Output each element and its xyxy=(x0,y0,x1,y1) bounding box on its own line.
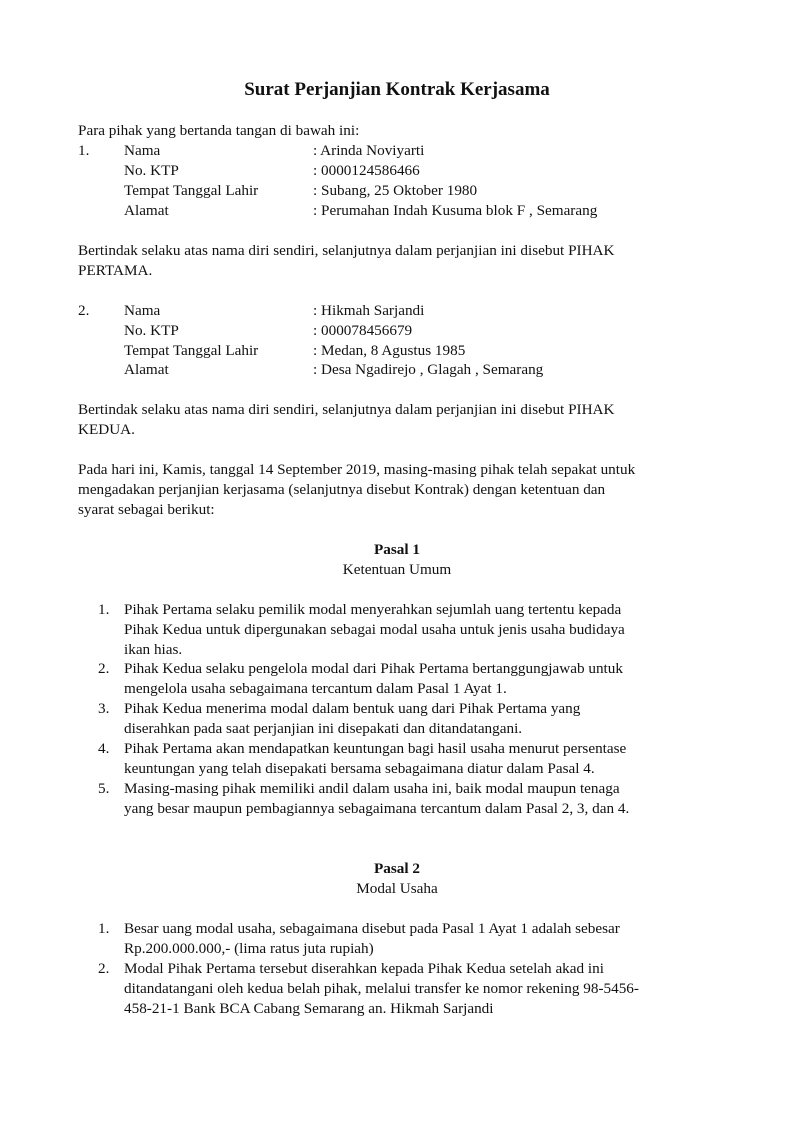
pasal-1-item-2-line2: mengelola usaha sebagaimana tercantum dalam Pasal 1 Ayat 1. xyxy=(124,680,507,697)
pasal-1-item-1-line3: ikan hias. xyxy=(124,641,183,658)
agreement-line3: syarat sebagai berikut: xyxy=(78,501,215,518)
party-1-number: 1. xyxy=(78,142,90,159)
agreement-line1: Pada hari ini, Kamis, tanggal 14 September 2019, masing-masing pihak telah sepakat untuk xyxy=(78,461,636,478)
party-2-value-ttl: : Medan, 8 Agustus 1985 xyxy=(313,342,466,359)
party-2-number: 2. xyxy=(78,302,90,319)
party-1-label-ttl: Tempat Tanggal Lahir xyxy=(124,182,259,199)
pasal-1-item-5-line2: yang besar maupun pembagiannya sebagaimana tercantum dalam Pasal 2, 3, dan 4. xyxy=(124,800,630,817)
pasal-1-item-3-line2: diserahkan pada saat perjanjian ini disepakati dan ditandatangani. xyxy=(124,720,523,737)
party-1-statement-line1: Bertindak selaku atas nama diri sendiri, selanjutnya dalam perjanjian ini disebut PIHAK xyxy=(78,242,615,259)
pasal-1-item-1-number: 1. xyxy=(98,601,110,618)
pasal-1-subheading: Ketentuan Umum xyxy=(342,561,452,578)
pasal-1-item-1-line2: Pihak Kedua untuk dipergunakan sebagai modal usaha untuk jenis usaha budidaya xyxy=(124,621,625,638)
party-1-value-nama: : Arinda Noviyarti xyxy=(313,142,425,159)
party-2-label-ttl: Tempat Tanggal Lahir xyxy=(124,342,259,359)
pasal-2-heading: Pasal 2 xyxy=(374,860,420,877)
party-1-label-alamat: Alamat xyxy=(124,202,169,219)
pasal-2-subheading: Modal Usaha xyxy=(356,880,438,897)
party-2-statement-line1: Bertindak selaku atas nama diri sendiri, selanjutnya dalam perjanjian ini disebut PIHAK xyxy=(78,401,615,418)
pasal-1-item-4-line2: keuntungan yang telah disepakati bersama sebagaimana diatur dalam Pasal 4. xyxy=(124,760,595,777)
party-2-label-ktp: No. KTP xyxy=(124,322,179,339)
party-2-label-nama: Nama xyxy=(124,302,161,319)
document-title: Surat Perjanjian Kontrak Kerjasama xyxy=(244,79,550,100)
agreement-line2: mengadakan perjanjian kerjasama (selanjutnya disebut Kontrak) dengan ketentuan dan xyxy=(78,481,606,498)
party-1-value-ktp: : 0000124586466 xyxy=(313,162,420,179)
pasal-1-item-5-line1: Masing-masing pihak memiliki andil dalam usaha ini, baik modal maupun tenaga xyxy=(124,780,620,797)
party-1-value-ttl: : Subang, 25 Oktober 1980 xyxy=(313,182,478,199)
party-1-statement-line2: PERTAMA. xyxy=(78,262,153,279)
pasal-1-item-4-line1: Pihak Pertama akan mendapatkan keuntungan bagi hasil usaha menurut persentase xyxy=(124,740,627,757)
party-2-value-nama: : Hikmah Sarjandi xyxy=(313,302,425,319)
party-2-statement-line2: KEDUA. xyxy=(78,421,135,438)
party-1-value-alamat: : Perumahan Indah Kusuma blok F , Semarang xyxy=(313,202,598,219)
pasal-1-item-1-line1: Pihak Pertama selaku pemilik modal menyerahkan sejumlah uang tertentu kepada xyxy=(124,601,622,618)
pasal-2-item-2-number: 2. xyxy=(98,960,110,977)
pasal-2-item-1-line2: Rp.200.000.000,- (lima ratus juta rupiah) xyxy=(124,940,374,957)
pasal-1-item-3-line1: Pihak Kedua menerima modal dalam bentuk uang dari Pihak Pertama yang xyxy=(124,700,581,717)
pasal-1-item-5-number: 5. xyxy=(98,780,110,797)
party-1-label-nama: Nama xyxy=(124,142,161,159)
party-2-value-alamat: : Desa Ngadirejo , Glagah , Semarang xyxy=(313,361,544,378)
party-2-value-ktp: : 000078456679 xyxy=(313,322,413,339)
pasal-2-item-2-line3: 458-21-1 Bank BCA Cabang Semarang an. Hikmah Sarjandi xyxy=(124,1000,494,1017)
intro-text: Para pihak yang bertanda tangan di bawah ini: xyxy=(78,122,360,139)
pasal-1-item-4-number: 4. xyxy=(98,740,110,757)
pasal-1-heading: Pasal 1 xyxy=(374,541,420,558)
pasal-2-item-2-line2: ditandatangani oleh kedua belah pihak, melalui transfer ke nomor rekening 98-5456- xyxy=(124,980,639,997)
pasal-1-item-2-line1: Pihak Kedua selaku pengelola modal dari Pihak Pertama bertanggungjawab untuk xyxy=(124,660,623,677)
pasal-2-item-2-line1: Modal Pihak Pertama tersebut diserahkan kepada Pihak Kedua setelah akad ini xyxy=(124,960,604,977)
party-2-label-alamat: Alamat xyxy=(124,361,169,378)
pasal-1-item-3-number: 3. xyxy=(98,700,110,717)
pasal-1-item-2-number: 2. xyxy=(98,660,110,677)
pasal-2-item-1-number: 1. xyxy=(98,920,110,937)
pasal-2-item-1-line1: Besar uang modal usaha, sebagaimana disebut pada Pasal 1 Ayat 1 adalah sebesar xyxy=(124,920,620,937)
party-1-label-ktp: No. KTP xyxy=(124,162,179,179)
